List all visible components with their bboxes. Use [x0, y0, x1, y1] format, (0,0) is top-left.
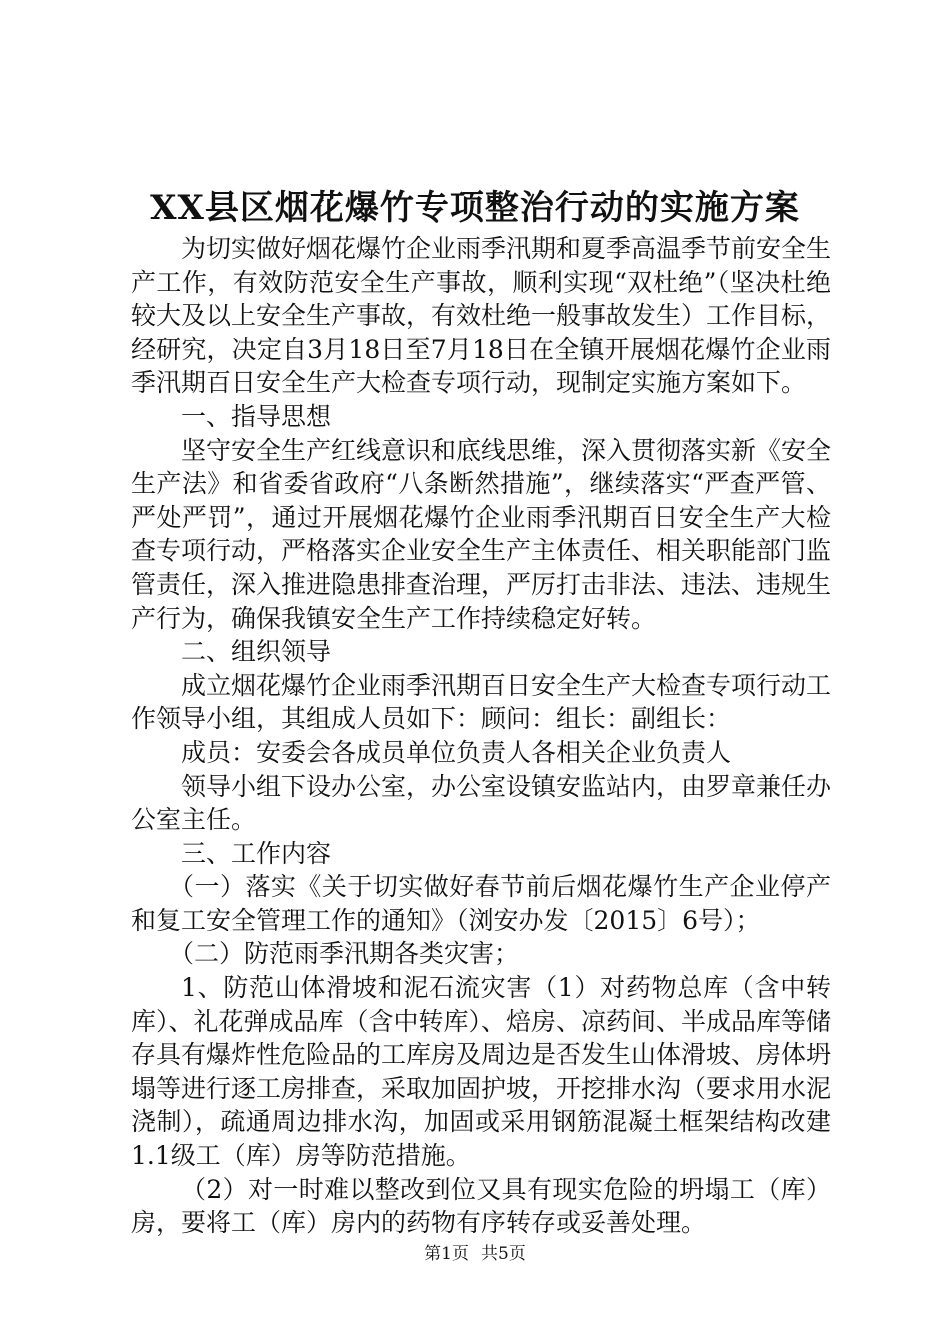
paragraph-item-one: （一）落实《关于切实做好春节前后烟花爆竹生产企业停产和复工安全管理工作的通知》（浏安办发〔2015〕6号）； — [131, 872, 831, 935]
paragraph-guiding-ideology: 坚守安全生产红线意识和底线思维，深入贯彻落实新《安全生产法》和省委省政府“八条断然措施”，继续落实“严查严管、严处严罚”，通过开展烟花爆竹企业雨季汛期百日安全生产大检查专项行动，严格落实企业安全生产主体责任、相关职能部门监管责任，深入推进隐患排查治理，严厉打击非法、违法、违规生产行为，确保我镇安全生产工作持续稳定好转。 — [131, 435, 832, 633]
heading-guiding-ideology: 一、指导思想 — [181, 401, 332, 431]
document-title: XX县区烟花爆竹专项整治行动的实施方案 — [150, 188, 800, 228]
page-total: 共5页 — [481, 1244, 526, 1264]
heading-work-content: 三、工作内容 — [181, 838, 332, 868]
heading-organization: 二、组织领导 — [181, 637, 332, 667]
paragraph-intro: 为切实做好烟花爆竹企业雨季汛期和夏季高温季节前安全生产工作，有效防范安全生产事故，顺利实现“双杜绝”（坚决杜绝较大及以上安全生产事故，有效杜绝一般事故发生）工作目标，经研究，决定自3月18日至7月18日在全镇开展烟花爆竹企业雨季汛期百日安全生产大检查专项行动，现制定实施方案如下。 — [131, 234, 832, 398]
document-body — [131, 232, 831, 1240]
page-number: 第1页 — [424, 1244, 469, 1264]
paragraph-members: 成员：安委会各成员单位负责人各相关企业负责人 — [181, 737, 732, 767]
paragraph-leading-group: 成立烟花爆竹企业雨季汛期百日安全生产大检查专项行动工作领导小组，其组成人员如下：顾问：组长：副组长： — [131, 670, 832, 734]
paragraph-item-two: （二）防范雨季汛期各类灾害； — [169, 939, 520, 969]
paragraph-collapse-handling: （2）对一时难以整改到位又具有现实危险的坍塌工（库）房，要将工（库）房内的药物有序转存或妥善处理。 — [131, 1174, 831, 1238]
paragraph-landslide-prevention: 1、防范山体滑坡和泥石流灾害（1）对药物总库（含中转库）、礼花弹成品库（含中转库）、焙房、凉药间、半成品库等储存具有爆炸性危险品的工库房及周边是否发生山体滑坡、房体坍塌等进行逐工房排查，采取加固护坡，开挖排水沟（要求用水泥浇制），疏通周边排水沟，加固或采用钢筋混凝土框架结构改建1.1级工（库）房等防范措施。 — [131, 973, 832, 1171]
paragraph-office: 领导小组下设办公室，办公室设镇安监站内，由罗章兼任办公室主任。 — [131, 771, 832, 835]
page-footer — [0, 1242, 950, 1266]
